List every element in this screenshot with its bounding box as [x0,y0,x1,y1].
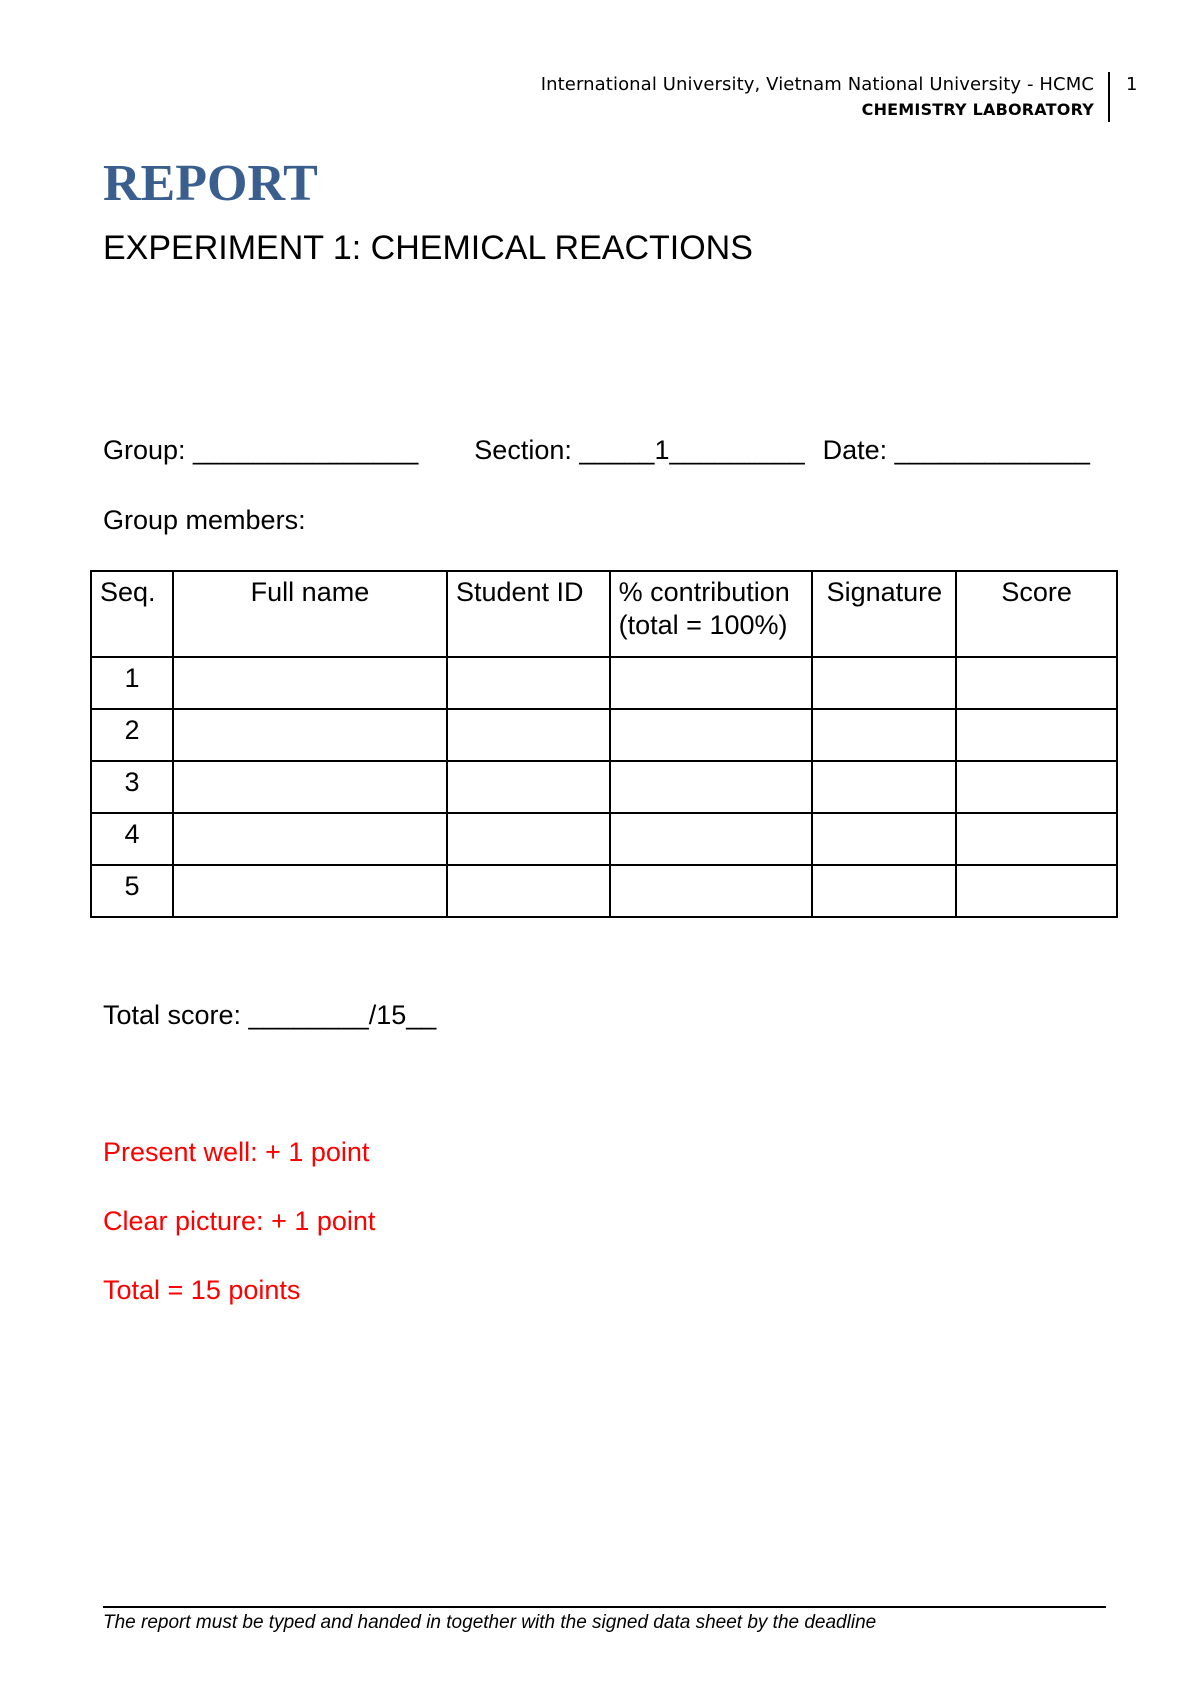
score-cell[interactable] [956,657,1117,709]
full-name-cell[interactable] [173,865,447,917]
table-row [91,657,1117,709]
student-id-cell[interactable] [447,657,610,709]
date-field[interactable]: Date: _____________ [822,435,1090,465]
header-student-id: Student ID [447,571,610,657]
group-members-table [90,570,1118,918]
header-contribution-line1: % contribution [618,577,790,607]
signature-cell[interactable] [812,657,956,709]
contribution-cell[interactable] [610,657,813,709]
seq-cell: 3 [91,761,173,813]
page-header [210,72,1110,122]
header-signature: Signature [812,571,956,657]
seq-cell: 2 [91,709,173,761]
student-id-cell[interactable] [447,761,610,813]
table-row [91,865,1117,917]
student-id-cell[interactable] [447,865,610,917]
score-cell[interactable] [956,813,1117,865]
header-university: International University, Vietnam National University - HCMC [540,74,1094,95]
contribution-cell[interactable] [610,709,813,761]
header-text [541,72,1110,122]
note-clear-picture: Clear picture: + 1 point [103,1206,376,1236]
full-name-cell[interactable] [173,813,447,865]
header-score: Score [956,571,1117,657]
signature-cell[interactable] [812,761,956,813]
table-header-row [91,571,1117,657]
full-name-cell[interactable] [173,761,447,813]
group-field[interactable]: Group: _______________ [103,435,419,465]
student-id-cell[interactable] [447,813,610,865]
score-cell[interactable] [956,865,1117,917]
total-score-field: Total score: ________/15__ [103,1000,437,1030]
page-number: 1 [1126,74,1138,95]
contribution-cell[interactable] [610,865,813,917]
header-seq: Seq. [91,571,173,657]
table-row [91,813,1117,865]
footer-divider [103,1606,1106,1608]
contribution-cell[interactable] [610,813,813,865]
table-row [91,709,1117,761]
info-fields-row [103,432,1090,468]
signature-cell[interactable] [812,865,956,917]
note-present-well: Present well: + 1 point [103,1137,370,1167]
section-field[interactable]: Section: _____1_________ [474,435,805,465]
signature-cell[interactable] [812,709,956,761]
header-contribution [610,571,813,657]
student-id-cell[interactable] [447,709,610,761]
seq-cell: 4 [91,813,173,865]
footer-note: The report must be typed and handed in together with the signed data sheet by the deadline [103,1612,877,1633]
contribution-cell[interactable] [610,761,813,813]
seq-cell: 5 [91,865,173,917]
report-title: REPORT [103,155,318,212]
full-name-cell[interactable] [173,657,447,709]
full-name-cell[interactable] [173,709,447,761]
score-cell[interactable] [956,709,1117,761]
group-members-label: Group members: [103,505,306,535]
header-contribution-line2: (total = 100%) [618,610,788,640]
header-full-name: Full name [173,571,447,657]
grading-notes [103,1134,375,1341]
table-row [91,761,1117,813]
signature-cell[interactable] [812,813,956,865]
header-lab-name: CHEMISTRY LABORATORY [861,100,1094,119]
seq-cell: 1 [91,657,173,709]
note-total: Total = 15 points [103,1275,301,1305]
experiment-title: EXPERIMENT 1: CHEMICAL REACTIONS [103,229,753,267]
score-cell[interactable] [956,761,1117,813]
